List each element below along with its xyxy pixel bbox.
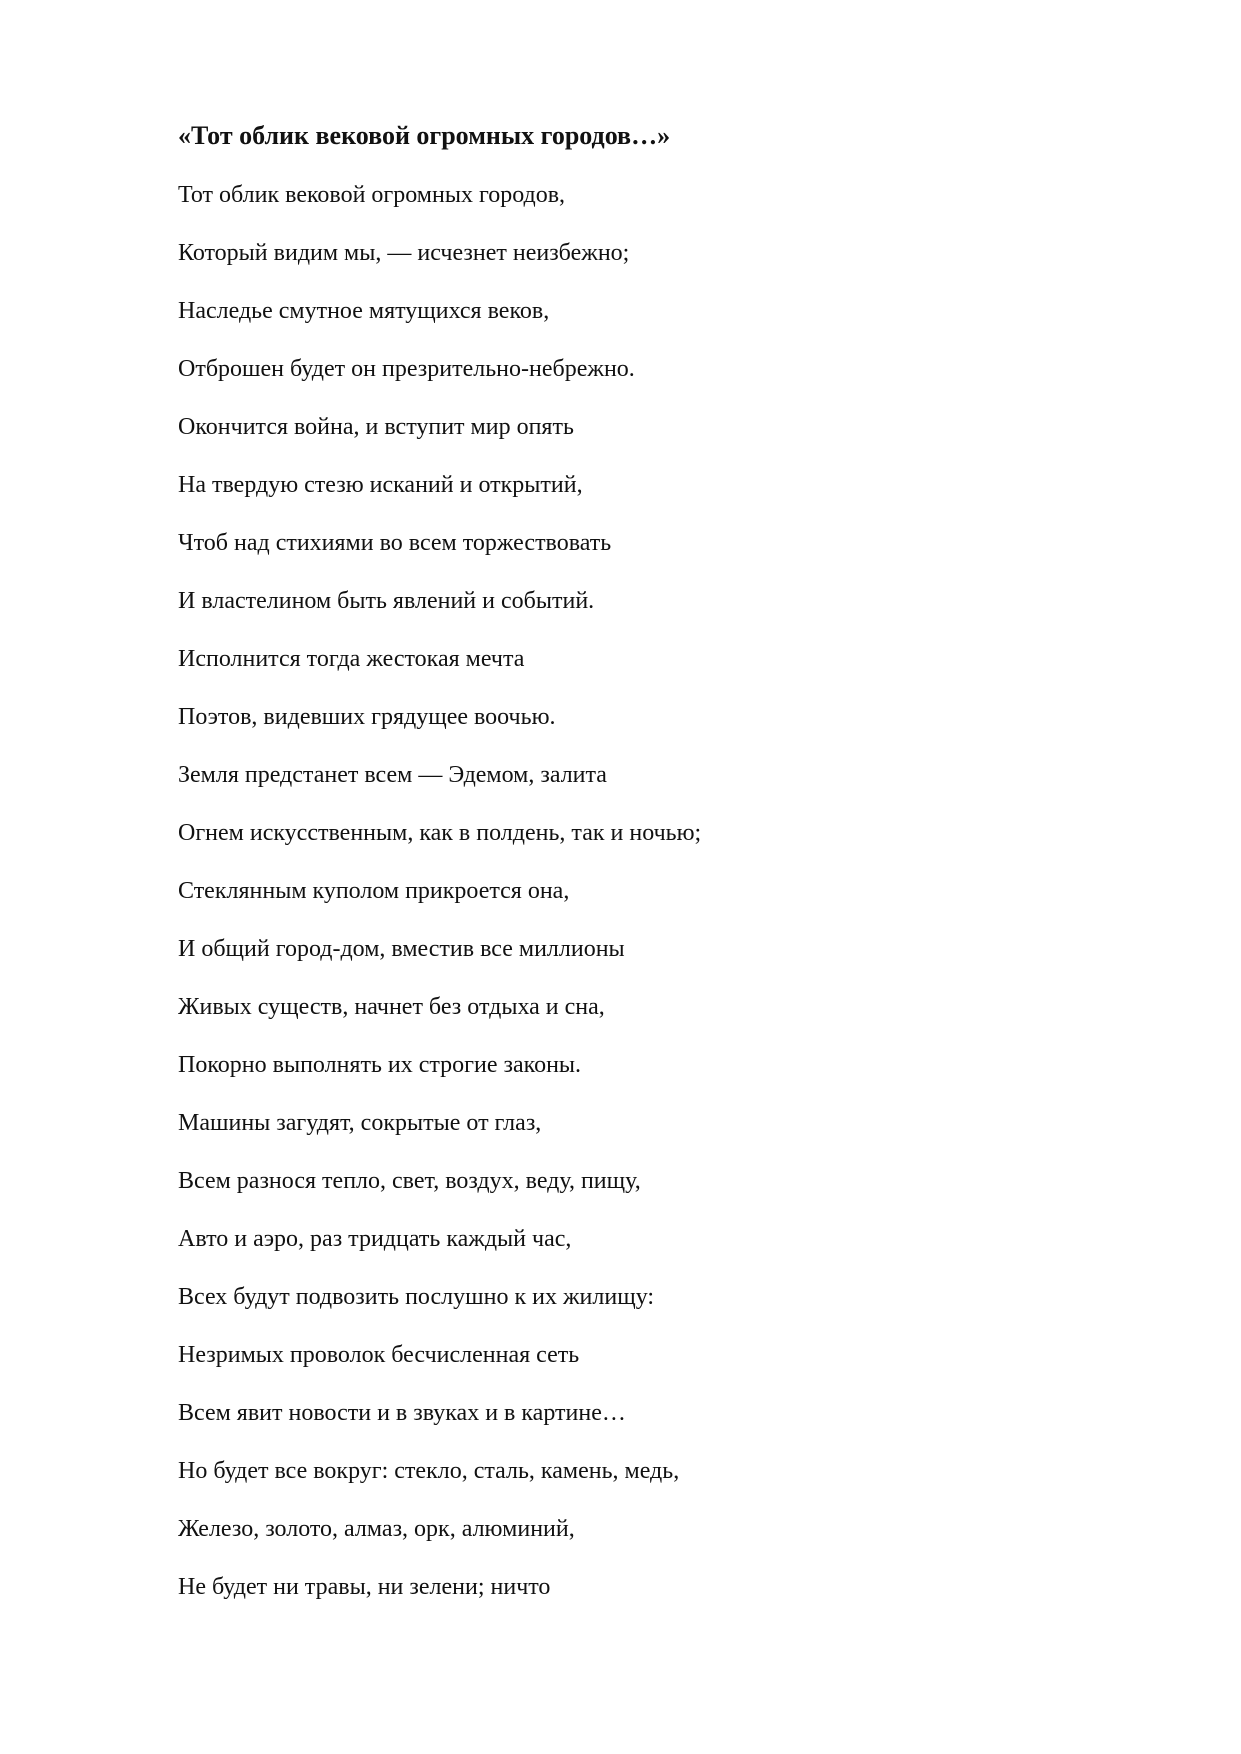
poem-line: Всех будут подвозить послушно к их жилищу: bbox=[178, 1284, 655, 1310]
poem-line: И общий город-дом, вместив все миллионы bbox=[178, 936, 625, 962]
poem-line: Не будет ни травы, ни зелени; ничто bbox=[178, 1574, 551, 1600]
poem-line: Тот облик вековой огромных городов, bbox=[178, 182, 566, 208]
poem-line: Покорно выполнять их строгие законы. bbox=[178, 1052, 582, 1078]
poem-title: «Тот облик вековой огромных городов…» bbox=[178, 121, 671, 150]
poem-line: Всем явит новости и в звуках и в картине… bbox=[178, 1400, 626, 1426]
poem-line: Наследье смутное мятущихся веков, bbox=[178, 298, 550, 324]
poem-line: Окончится война, и вступит мир опять bbox=[178, 414, 574, 440]
poem bbox=[178, 114, 1138, 1624]
poem-line: Который видим мы, — исчезнет неизбежно; bbox=[178, 240, 630, 266]
poem-line: Исполнится тогда жестокая мечта bbox=[178, 646, 525, 672]
poem-line: Но будет все вокруг: стекло, сталь, камень, медь, bbox=[178, 1458, 680, 1484]
poem-line: Стеклянным куполом прикроется она, bbox=[178, 878, 570, 904]
poem-line: Огнем искусственным, как в полдень, так и ночью; bbox=[178, 820, 702, 846]
poem-line: Железо, золото, алмаз, орк, алюминий, bbox=[178, 1516, 575, 1542]
poem-line: Всем разнося тепло, свет, воздух, веду, пищу, bbox=[178, 1168, 641, 1194]
poem-line: Поэтов, видевших грядущее воочью. bbox=[178, 704, 556, 730]
poem-lines bbox=[178, 174, 1138, 1608]
poem-line: И властелином быть явлений и событий. bbox=[178, 588, 595, 614]
poem-line: Авто и аэро, раз тридцать каждый час, bbox=[178, 1226, 572, 1252]
poem-line: Живых существ, начнет без отдыха и сна, bbox=[178, 994, 605, 1020]
poem-line: На твердую стезю исканий и открытий, bbox=[178, 472, 583, 498]
poem-line: Незримых проволок бесчисленная сеть bbox=[178, 1342, 580, 1368]
poem-line: Машины загудят, сокрытые от глаз, bbox=[178, 1110, 542, 1136]
poem-line: Земля предстанет всем — Эдемом, залита bbox=[178, 762, 607, 788]
poem-line: Отброшен будет он презрительно-небрежно. bbox=[178, 356, 635, 382]
poem-line: Чтоб над стихиями во всем торжествовать bbox=[178, 530, 612, 556]
